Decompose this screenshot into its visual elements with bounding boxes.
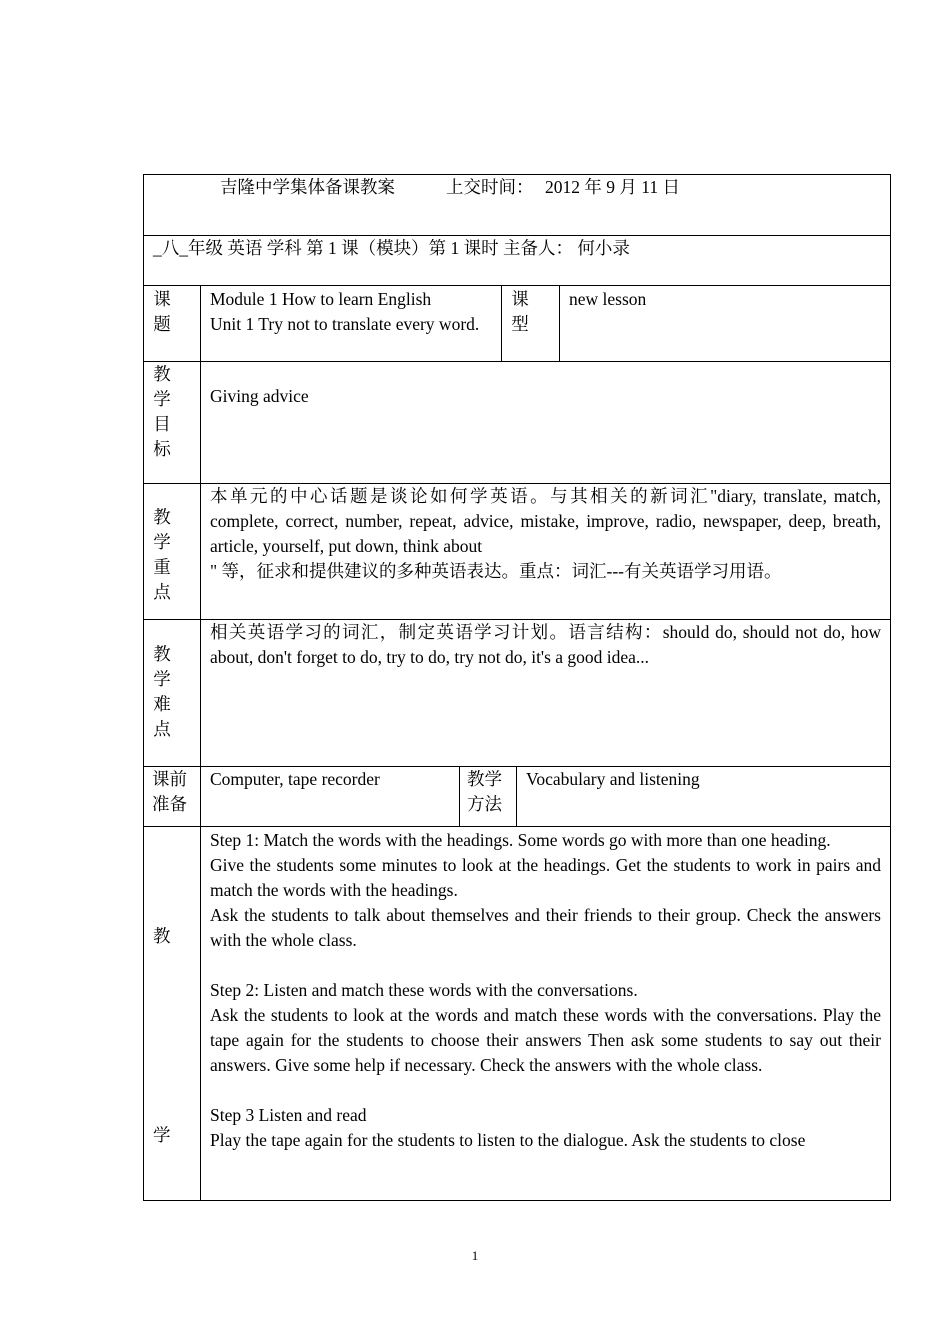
page-number: 1 xyxy=(471,1248,479,1263)
preparation-label: 课前 准备 xyxy=(152,769,187,814)
row-divider xyxy=(143,285,891,286)
difficulties-label: 教 学 难 点 xyxy=(153,644,171,739)
document-title: 吉隆中学集体备课教案 xyxy=(220,177,395,197)
preparation-value: Computer, tape recorder xyxy=(210,769,380,789)
process-blank-line xyxy=(210,953,881,978)
lesson-type-label: 课 型 xyxy=(511,289,529,334)
teaching-goal-text: Giving advice xyxy=(210,386,309,406)
module-title: Module 1 How to learn English xyxy=(210,289,432,309)
method-label: 教学 方法 xyxy=(467,769,502,814)
teaching-goal-label: 教 学 目 标 xyxy=(153,364,171,459)
process-paragraph: Step 3 Listen and read xyxy=(210,1105,367,1125)
key-points-label: 教 学 重 点 xyxy=(153,507,171,602)
topic-divider-1 xyxy=(501,285,502,361)
topic-text xyxy=(210,287,492,337)
lesson-type-value: new lesson xyxy=(569,289,647,309)
process-paragraph: Ask the students to look at the words and match these words with the conversations. Play the tape again for the students to choose their answers Then ask some students to say out their answers. Give some help if necessary. Check the answers with the whole class. xyxy=(210,1005,881,1075)
process-paragraph: Give the students some minutes to look at the headings. Get the students to work in pairs and match the words with the headings. xyxy=(210,855,881,900)
unit-title: Unit 1 Try not to translate every word. xyxy=(210,314,480,334)
row-divider xyxy=(143,826,891,827)
process-paragraph: Step 1: Match the words with the headings. Some words go with more than one heading. xyxy=(210,830,831,850)
process-label-char-2: 学 xyxy=(153,1125,171,1145)
submit-date: 2012 年 9 月 11 日 xyxy=(545,177,680,197)
process-paragraph: Play the tape again for the students to listen to the dialogue. Ask the students to close xyxy=(210,1130,806,1150)
process-paragraph: Step 2: Listen and match these words with the conversations. xyxy=(210,980,638,1000)
row-divider xyxy=(143,361,891,362)
teaching-process-text xyxy=(210,828,881,1200)
submit-time-label: 上交时间： xyxy=(446,177,534,197)
process-blank-line xyxy=(210,1078,881,1103)
prep-divider-1 xyxy=(459,766,460,826)
prep-divider-2 xyxy=(516,766,517,826)
process-paragraph: Ask the students to talk about themselves and their friends to their group. Check the answers with the whole class. xyxy=(210,905,881,950)
difficulties-text: 相关英语学习的词汇，制定英语学习计划。语言结构：should do, should not do, how about, don't forget to do, try to do, try not do, it's a good idea... xyxy=(210,622,881,667)
topic-label: 课 题 xyxy=(153,289,171,334)
topic-divider-2 xyxy=(559,285,560,361)
method-value: Vocabulary and listening xyxy=(526,769,700,789)
label-column-divider xyxy=(200,285,201,1201)
key-points-text: 本单元的中心话题是谈论如何学英语。与其相关的新词汇"diary, translate, match, complete, correct, number, repeat, advice, mistake, improve, radio, newspaper, deep, breath, article, yourself, put down, think about " 等，征求和提供建议的多种英语表达。重点：词汇---有关英语学习用语。 xyxy=(210,486,881,581)
course-info-line: _八_年级 英语 学科 第 1 课（模块）第 1 课时 主备人： 何小录 xyxy=(153,238,630,258)
process-label-char-1: 教 xyxy=(153,926,171,946)
